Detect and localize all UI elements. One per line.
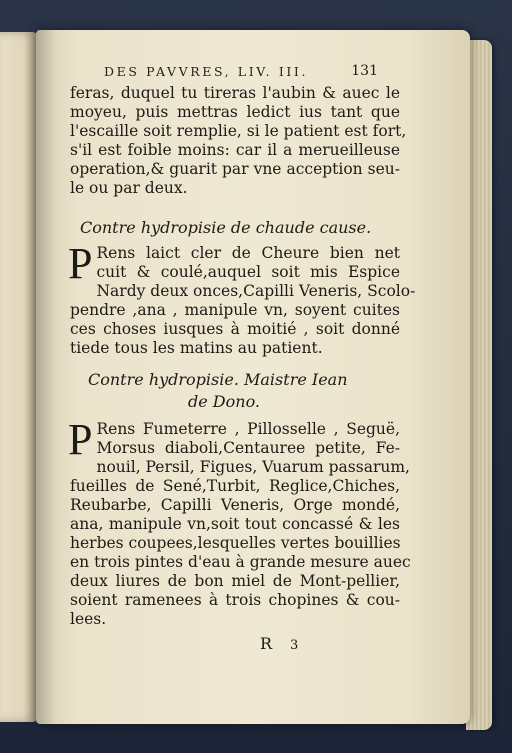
drop-cap: P: [68, 415, 93, 464]
text-line: cuit & coulé,auquel soit mis Espice: [96, 263, 400, 281]
page-number: 131: [351, 63, 378, 79]
signature-mark: [260, 634, 298, 653]
section-heading: Contre hydropisie de chaude cause.: [80, 218, 372, 237]
text-line: deux liures de bon miel de Mont-pellier,: [70, 572, 400, 590]
section-heading: Contre hydropisie. Maistre Iean: [88, 370, 348, 389]
text-line: Rens Fumeterre , Pillosselle , Seguë,: [96, 420, 400, 438]
text-line: Reubarbe, Capilli Veneris, Orge mondé,: [70, 496, 400, 514]
text-line: moyeu, puis mettras ledict ius tant que: [70, 103, 400, 121]
paragraph-recipe-1: [68, 239, 416, 358]
text-line: Morsus diaboli,Centauree petite, Fe-: [96, 439, 400, 457]
running-head: [104, 64, 378, 84]
facing-page-edge: [0, 32, 38, 722]
signature-letter: R: [260, 634, 273, 653]
text-line: Rens laict cler de Cheure bien net: [96, 244, 400, 262]
text-line: nouil, Persil, Figues, Vuarum passarum,: [96, 458, 410, 476]
paragraph-continuation: [70, 84, 407, 198]
text-line: herbes coupees,lesquelles vertes bouillies: [70, 534, 401, 552]
text-line: en trois pintes d'eau à grande mesure auec: [70, 553, 411, 571]
text-line: le ou par deux.: [70, 179, 188, 197]
signature-number: 3: [290, 638, 299, 653]
text-line: feras, duquel tu tireras l'aubin & auec le: [70, 84, 400, 102]
paragraph-recipe-2: [68, 415, 411, 629]
text-line: s'il est foible moins: car il a merueilleuse: [70, 141, 400, 159]
text-line: fueilles de Sené,Turbit, Reglice,Chiches,: [70, 477, 400, 495]
text-line: ces choses iusques à moitié , soit donné: [70, 320, 400, 338]
running-head-title: DES PAVVRES, LIV. III.: [104, 64, 309, 79]
text-line: pendre ,ana , manipule vn, soyent cuites: [70, 301, 400, 319]
text-line: l'escaille soit remplie, si le patient est fort,: [70, 122, 407, 140]
text-line: soient ramenees à trois chopines & cou-: [70, 591, 400, 609]
text-line: tiede tous les matins au patient.: [70, 339, 323, 357]
drop-cap: P: [68, 239, 93, 288]
gutter-shadow: [36, 30, 56, 724]
text-line: operation,& guarit par vne acception seu-: [70, 160, 400, 178]
text-line: lees.: [70, 610, 107, 628]
section-heading-continued: de Dono.: [188, 392, 260, 411]
text-line: Nardy deux onces,Capilli Veneris, Scolo-: [96, 282, 416, 300]
text-line: ana, manipule vn,soit tout concassé & les: [70, 515, 400, 533]
